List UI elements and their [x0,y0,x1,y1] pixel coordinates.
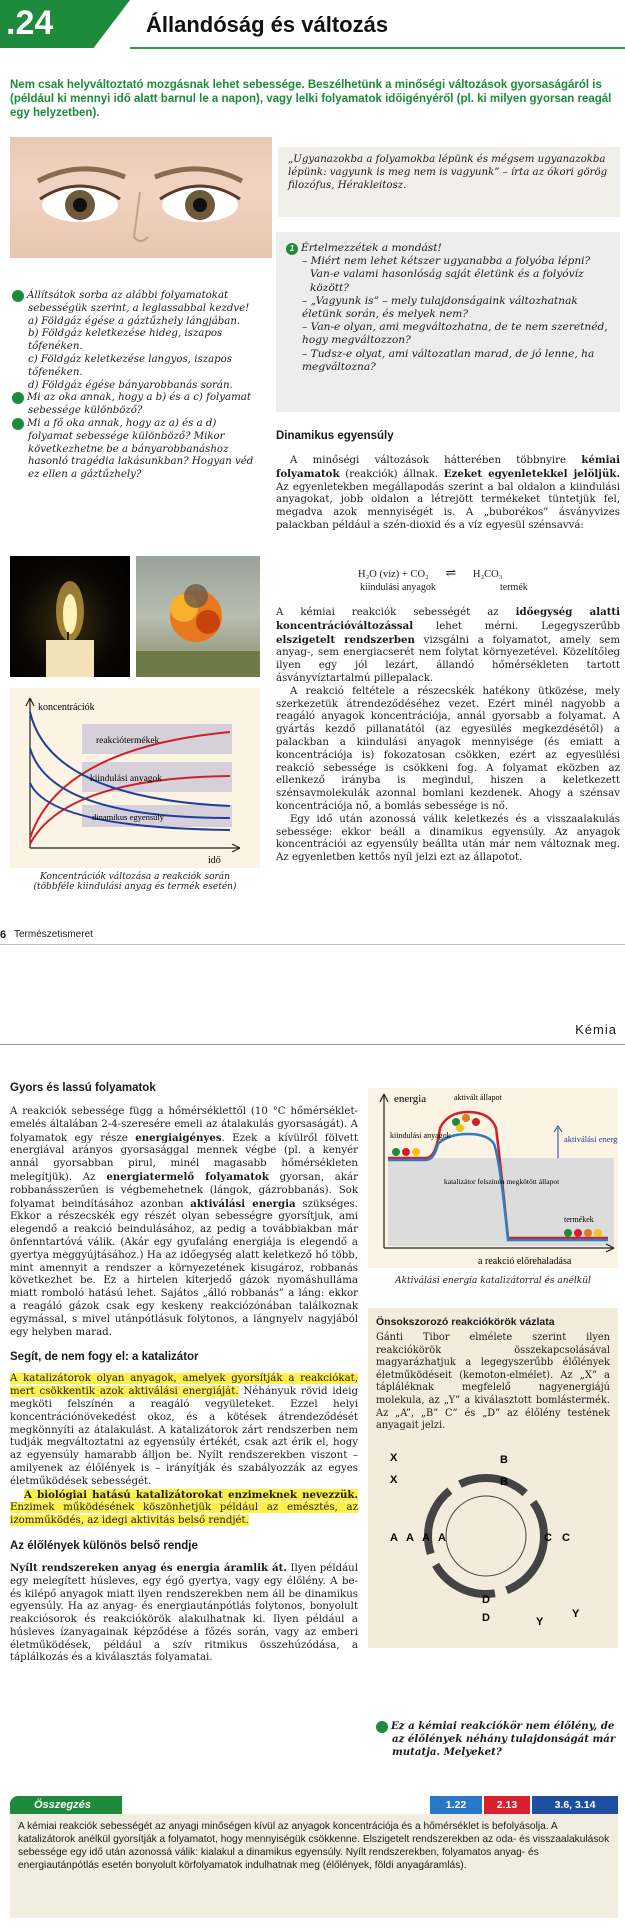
chart2-label-products: termékek [564,1215,594,1224]
page-subject: Természetismeret [14,929,93,940]
subject-label: Kémia [575,1022,617,1037]
quote-box [278,147,620,217]
equation-left: H₂O (víz) + CO₂ [358,569,429,580]
diagram-x: X [390,1451,398,1464]
box-heading: Önsokszorozó reakciókörök vázlata [376,1316,555,1328]
chart1-ylabel: koncentrációk [38,702,95,713]
chart2-label-reactants: kiindulási anyagok [390,1131,451,1140]
paragraph: A katalizátorok olyan anyagok, amelyek gyorsítják a reakciókat, mert csökkentik azok aktiválási energiáját. Néhányuk rövid ideig megköti felszínén a reagáló vegyületeket. Ezzel helyi koncentrációnövekedést okoz, és a kötések átrendeződését megkönnyíti az átalakulást. A katalizátorok zárt rendszerben nem tudják megváltoztatni az egyensúly értékét, csak azt érik el, hogy az egyensúly hamarabb álljon be. Nyílt rendszerekben viszont – amilyenek az élőlények is – irányítják és szabályozzák az egyes életműködések sebességét. [10,1373,358,1487]
cycle-diagram [376,1441,610,1631]
activation-energy-chart [368,1088,618,1268]
diagram-a: A [438,1531,446,1544]
diagram-d: D [482,1611,490,1624]
summary-title: Összegzés [10,1796,122,1814]
chart2-label-activation: aktiválási energia [564,1134,618,1144]
paragraph: Egy idő után azonossá válik keletkezés és a visszaalakulás sebessége: ekkor beáll a dinamikus egyensúly. Az anyagok koncentrációi az egyensúly beállta után már nem változnak meg. Az egyenletben kettős nyíl jelzi ezt az állapotot. [276,813,620,864]
task-number-badge: 4 [12,418,24,430]
diagram-d: D [482,1593,490,1606]
eyes-photo [10,137,272,258]
diagram-x: X [390,1473,398,1486]
concentration-chart [10,688,260,868]
title-rule [130,47,625,49]
paragraph: A reakció feltétele a részecskék hatékony ütközése, mely szerkezetük átrendeződéséhez vezet. Ezért minél nagyobb a reagáló anyagok koncentrációja, annál gyorsabb a folyamat. A gyártás kezdő pillanatától (az egyesülés megkezdésétől) a palackban a kiindulási anyagok mennyisége (és emiatt a koncentrációja is) fokozatosan csökken, ezért az egyesülési reakció sebessége is csökkeni fog. A folyamat eközben az ellenkező irányba is megindul, hiszen a keletkezett szénsavmolekulák azonnal bomlani kezdenek. Ahogy a szénsav koncentrációja nő, a bomlás sebessége is nő. [276,685,620,812]
equilibrium-arrow: ⇌ [445,565,457,580]
equation-right: H₂CO₃ [472,569,503,580]
diagram-a: A [422,1531,430,1544]
task-1 [286,242,610,374]
chart1-series-label: dinamikus egyensúly [92,812,165,822]
chart1-caption-line: Koncentrációk változása a reakciók során [40,872,230,882]
lesson-number: .24 [6,4,54,42]
diagram-b: B [500,1475,508,1488]
diagram-a: A [390,1531,398,1544]
task-2-text: Állítsátok sorba az alábbi folyamatokat sebességük szerint, a leglassabbal kezdve! [27,290,250,314]
equation-left-label: kiindulási anyagok [360,582,436,593]
task-1-title: Értelmezzétek a mondást! [301,242,442,254]
task-2-item: c) Földgáz keletkezése langyos, iszapos tőfenéken. [28,353,233,378]
chart1-xlabel: idő [208,855,221,866]
task-2-item: a) Földgáz égése a gáztűzhely lángjában. [28,315,241,327]
task-1-line: – Miért nem lehet kétszer ugyanabba a folyóba lépni? [302,255,591,268]
section-heading: Az élőlények különös belső rendje [10,1539,198,1552]
chart2-ylabel: energia [394,1093,427,1105]
chart1-series-label: reakciótermékek [96,736,160,746]
task-4-text: Mi a fő oka annak, hogy az a) és a d) folyamat sebessége különböző? Mikor következhetne be a bányarobbanáshoz hasonló tragédia lakásunkban? Hogyan véd ez ellen a gáztűzhely? [27,417,254,481]
section-heading: Dinamikus egyensúly [276,430,394,442]
task-1-line: – Tudsz-e olyat, ami változatlan marad, de jó lenne, ha megváltozna? [302,347,595,373]
paragraph: A biológiai hatású katalizátorokat enzimeknek nevezzük. Enzimek működésének köszönhetjük például az emésztés, az izomműködés, az idegi aktivitás belső rendjét. [10,1488,358,1527]
task-number-badge: 3 [12,392,24,404]
chart1-series-label: kiindulási anyagok [90,774,163,784]
section-heading: Gyors és lassú folyamatok [10,1082,156,1094]
explosion-photo [136,556,260,677]
equation [358,565,502,581]
diagram-b: B [500,1453,508,1466]
paragraph: A minőségi változások hátterében többnyire kémiai folyamatok (reakciók) állnak. Ezeket egyenletekkel jelöljük. Az egyenletekben megállapodás szerint a bal oldalon a kiindulási anyagokat, jobb oldalon a létrejött termékeket tüntetjük fel, megadva azok mennyiségét is. A „buborékos” ásványvizes palackban például a szén-dioxid és a víz egyesül szénsavvá: [276,454,620,531]
chart1-caption [10,872,260,892]
chart2-caption: Aktiválási energia katalizátorral és anélkül [395,1276,591,1286]
task-2-item: d) Földgáz égése bányarobbanás során. [28,379,233,391]
chart2-label-activated: aktivált állapot [454,1093,502,1102]
summary-box [10,1814,618,1918]
summary-ref[interactable]: 2.13 [484,1796,530,1814]
task-3-text: Mi az oka annak, hogy a b) és a c) folyamat sebessége különböző? [27,392,251,417]
task-1-line: – „Vagyunk is” – mely tulajdonságaink változhatnak életünk során, és melyek nem? [302,294,578,321]
task-number-badge: 5 [376,1721,388,1733]
chart2-label-catalyst: katalizátor felszínén megkötött állapot [444,1177,560,1186]
intro-paragraph: Nem csak helyváltoztató mozgásnak lehet sebessége. Beszélhetünk a minőségi változások gyorsaságáról is (például ki mennyi idő alatt barnul le a napon), vagy lelki folyamatok időigényéről (pl. ki milyen gyorsan reagál egy helyzetben). [10,79,612,119]
heraclitus-quote: „Ugyanazokba a folyamokba lépünk és mégsem ugyanazokba lépünk: vagyunk is meg nem is vagyunk” – írta az ókori görög filozófus, Hérakleitosz. [288,154,608,191]
candle-photo [10,556,130,677]
paragraph: Nyílt rendszereken anyag és energia áramlik át. Ilyen például egy melegített húsleves, egy égő gyertya, vagy egy élőlény. A be- és kilépő anyagok miatt ilyen rendszerekben nem áll be dinamikus egyensúly. Ha az anyag- és energiautánpótlás folytonos, bonyolult reakciósorok és reakciókörök alakulhatnak ki. Ilyen például a húsleves ízanyagainak képződése a főzés során, vagy az emberi életműködések, például a szív ritmikus összehúzódása, a táplálkozás és a kiválasztás folyamatai. [10,1561,359,1664]
chart1-caption-line: (többféle kiindulási anyag és termék esetén) [33,882,237,892]
diagram-a: A [406,1531,414,1544]
section-dinamikus-cont [276,606,620,865]
paragraph: A reakciók sebessége függ a hőmérséklettől (10 °C hőmérséklet-emelés általában 2-4-szeresére emeli az átalakulás gyorsaságát). A folyamatok egy része energiaigényes. Ezek a kívülről fölvett energiával arányos gyorsasággal mennek végbe (pl. a kenyér annál gyorsabban pirul, minél magasabb hőmérsékleten melegítjük). Az energiatermelő folyamatok gyorsan, akár robbanásszerűen is végbemehetnek (lángok, gázrobbanás). Sok folyamat beindításához azonban aktiválási energia szükséges. Ekkor a részecskék egy részét olyan sebességre gyorsítjuk, ami elegendő a reakció beindulásához, az pedig a továbbiakban már önfenntartóvá válik. (Akár egy gyufaláng energiája is elegendő a gyertya meggyújtásához.) Ha az időegység alatt keletkező hő több, mint amennyit a rendszer a környezetének kisugároz, robbanás következhet be. Ez a hirtelen kiterjedő gázok nyomáshulláma miatt romboló hatású lehet. Sajátos „álló robbanás” a láng: ekkor a reagáló gázok csak egy keskeny reakciózónában találkoznak egymással, s mivel utánpótlásuk folytonos, a lángnyelv nagyjából egy helyben marad. [10,1106,358,1338]
diagram-y: Y [572,1607,580,1620]
box-text: Gánti Tibor elmélete szerint ilyen reakciókörök összekapcsolásával magyarázhatjuk a legegyszerűbb élőlények életműködéseit (kemoton-elmélet). Az „X” a tápláléknak megfelelő nagyenergiájú molekula, az „Y” a kiválasztott bomlástermék. Az „A”, „B” C” és „D” az élőlény testének anyagait jelzi. [376,1332,610,1432]
task-2 [7,290,258,482]
autocatalytic-cycle-box [368,1308,618,1648]
task-1-box [276,232,620,412]
header-rule [0,1044,625,1045]
page-title: Állandóság és változás [146,12,389,37]
task-2-item: b) Földgáz keletkezése hideg, iszapos tőfenéken. [28,328,223,353]
task-number-badge: 1 [286,243,298,255]
summary-ref[interactable]: 1.22 [430,1796,482,1814]
task-1-line: Van-e valami hasonlóság saját életünk és a folyóvíz között? [310,268,584,294]
diagram-c: C [562,1531,570,1544]
diagram-c: C [544,1531,552,1544]
section-dinamikus [276,430,620,533]
page-number: 6 [0,929,7,941]
summary-text: A kémiai reakciók sebességét az anyagi minőségen kívül az anyagok koncentrációja és a hőmérséklet is befolyásolja. A katalizátorok anélkül gyorsítják a folyamatot, hogy mennyiségük csökkenne. Elszigetelt rendszerekben az oda- és visszaalakulások sebessége egy idő után azonossá válik: kialakul a dinamikus egyensúly. Nyílt rendszerekben, folyamatos anyag- és energiautánpótlás esetén bonyolult körfolyamatok indulhatnak meg (élőlények, földi anyagáramlás). [18,1821,610,1871]
section-heading: Segít, de nem fogy el: a katalizátor [10,1351,199,1364]
task-5 [371,1720,618,1759]
footer-rule [0,944,625,945]
task-number-badge: 2 [12,290,24,302]
section-gyors [10,1082,358,1665]
task-1-line: – Van-e olyan, ami megváltozhatna, de te nem szeretnéd, hogy megváltozzon? [302,321,608,347]
paragraph: A kémiai reakciók sebességét az időegység alatti koncentrációváltozással lehet mérni. Legegyszerűbb elszigetelt rendszerben vizsgálni a folyamatot, amely sem anyag-, sem energiacserét nem folytat környezetével. Közelítőleg ilyen egy jól lezárt, állandó hőmérsékleten tartott ásványvíztartalmú pillepalack. [276,606,621,684]
diagram-y: Y [536,1615,544,1628]
chart2-xlabel: a reakció előrehaladása [478,1256,572,1267]
equation-right-label: termék [500,582,528,593]
task-5-text: Ez a kémiai reakciókör nem élőlény, de az élőlények néhány tulajdonságát már mutatja. Melyeket? [391,1720,616,1758]
summary-ref[interactable]: 3.6, 3.14 [532,1796,618,1814]
